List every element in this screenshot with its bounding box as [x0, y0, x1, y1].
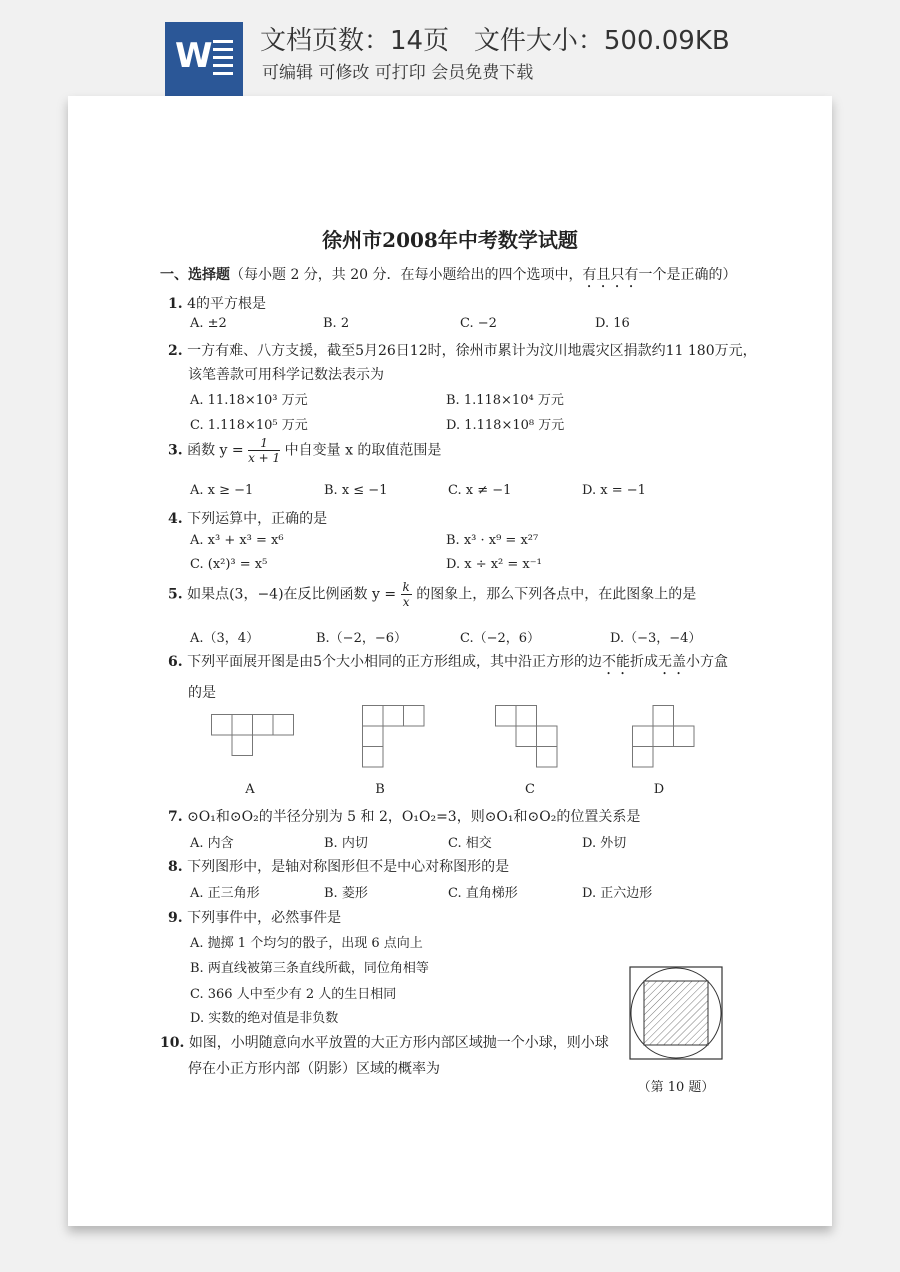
q8-option-a: A. 正三角形 — [190, 886, 260, 901]
q5-option-c: C.（−2，6） — [460, 631, 541, 646]
net-label-d: D — [653, 782, 665, 797]
q4-option-d: D. x ÷ x² = x⁻¹ — [446, 557, 542, 572]
net-label-c: C — [525, 782, 535, 797]
question-6: 6. 下列平面展开图是由5个大小相同的正方形组成，其中沿正方形的边不能折成无盖小方盒 — [168, 654, 728, 670]
question-2-line2: 该笔善款可用科学记数法表示为 — [188, 367, 384, 383]
question-10: 10. 如图，小明随意向水平放置的大正方形内部区域抛一个小球，则小球 — [160, 1035, 609, 1051]
q5-option-b: B.（−2，−6） — [316, 631, 408, 646]
q1-option-c: C. −2 — [460, 316, 497, 331]
question-8: 8. 下列图形中，是轴对称图形但不是中心对称图形的是 — [168, 859, 510, 875]
section-heading: 一、选择题（每小题 2 分，共 20 分．在每小题给出的四个选项中，有且只有一个是正确的） — [160, 267, 737, 283]
q4-option-a: A. x³ + x³ = x⁶ — [190, 533, 284, 548]
question-10-line2: 停在小正方形内部（阴影）区域的概率为 — [188, 1061, 440, 1077]
q9-option-c: C. 366 人中至少有 2 人的生日相同 — [190, 987, 397, 1002]
net-label-b: B — [375, 782, 385, 797]
q2-option-b: B. 1.118×10⁴ 万元 — [446, 393, 564, 408]
page-title: 徐州市2008年中考数学试题 — [322, 228, 578, 252]
q5-option-a: A.（3，4） — [190, 631, 260, 646]
word-icon: W — [165, 22, 243, 96]
net-label-a: A — [245, 782, 255, 797]
q8-option-b: B. 菱形 — [324, 886, 368, 901]
document-page — [68, 96, 832, 1226]
net-figure-a — [211, 714, 295, 758]
q2-option-d: D. 1.118×10⁸ 万元 — [446, 418, 565, 433]
q1-option-a: A. ±2 — [190, 316, 227, 331]
q4-option-b: B. x³ · x⁹ = x²⁷ — [446, 533, 539, 548]
question-5: 5. 如果点(3，−4)在反比例函数 y = $\frac{k}{x}$ 的图象上，那么下列各点中，在此图象上的是 — [168, 580, 697, 609]
q8-option-c: C. 直角梯形 — [448, 886, 518, 901]
q7-option-d: D. 外切 — [582, 836, 627, 851]
q8-option-d: D. 正六边形 — [582, 886, 653, 901]
q3-fraction: $\frac{1}{x + 1}$ — [248, 436, 281, 465]
question-6-line2: 的是 — [188, 685, 216, 701]
question-2: 2. 一方有难、八方支援，截至5月26日12时，徐州市累计为汶川地震灾区捐款约11 180万元， — [168, 343, 757, 359]
net-figure-d — [632, 705, 696, 771]
q3-option-d: D. x = −1 — [582, 483, 646, 498]
q2-option-a: A. 11.18×10³ 万元 — [190, 393, 308, 408]
q4-option-c: C. (x²)³ = x⁵ — [190, 557, 268, 572]
q2-option-c: C. 1.118×10⁵ 万元 — [190, 418, 308, 433]
q7-option-c: C. 相交 — [448, 836, 492, 851]
q1-option-d: D. 16 — [595, 316, 630, 331]
q5-option-d: D.（−3，−4） — [610, 631, 702, 646]
question-3: 3. 函数 y = $\frac{1}{x + 1}$ 中自变量 x 的取值范围是 — [168, 436, 442, 465]
question-4: 4. 下列运算中，正确的是 — [168, 511, 328, 527]
q3-option-c: C. x ≠ −1 — [448, 483, 512, 498]
q1-option-b: B. 2 — [323, 316, 350, 331]
q3-option-b: B. x ≤ −1 — [324, 483, 388, 498]
question-7: 7. ⊙O₁和⊙O₂的半径分别为 5 和 2，O₁O₂=3，则⊙O₁和⊙O₂的位置关系是 — [168, 809, 641, 825]
q9-option-d: D. 实数的绝对值是非负数 — [190, 1011, 339, 1026]
document-info: 文档页数：14页 文件大小：500.09KB — [260, 26, 730, 56]
q7-option-b: B. 内切 — [324, 836, 368, 851]
q3-option-a: A. x ≥ −1 — [190, 483, 254, 498]
q9-option-a: A. 抛掷 1 个均匀的骰子，出现 6 点向上 — [190, 936, 423, 951]
q5-fraction: $\frac{k}{x}$ — [402, 580, 410, 609]
figure-caption: （第 10 题） — [637, 1080, 715, 1095]
question-9: 9. 下列事件中，必然事件是 — [168, 910, 342, 926]
q9-option-b: B. 两直线被第三条直线所截，同位角相等 — [190, 961, 429, 976]
square-circle-figure — [629, 966, 725, 1062]
net-figure-c — [495, 705, 559, 771]
banner — [0, 0, 900, 96]
net-figure-b — [362, 705, 426, 771]
document-features: 可编辑 可修改 可打印 会员免费下载 — [262, 63, 534, 83]
q7-option-a: A. 内含 — [190, 836, 234, 851]
question-1: 1. 4的平方根是 — [168, 296, 266, 312]
